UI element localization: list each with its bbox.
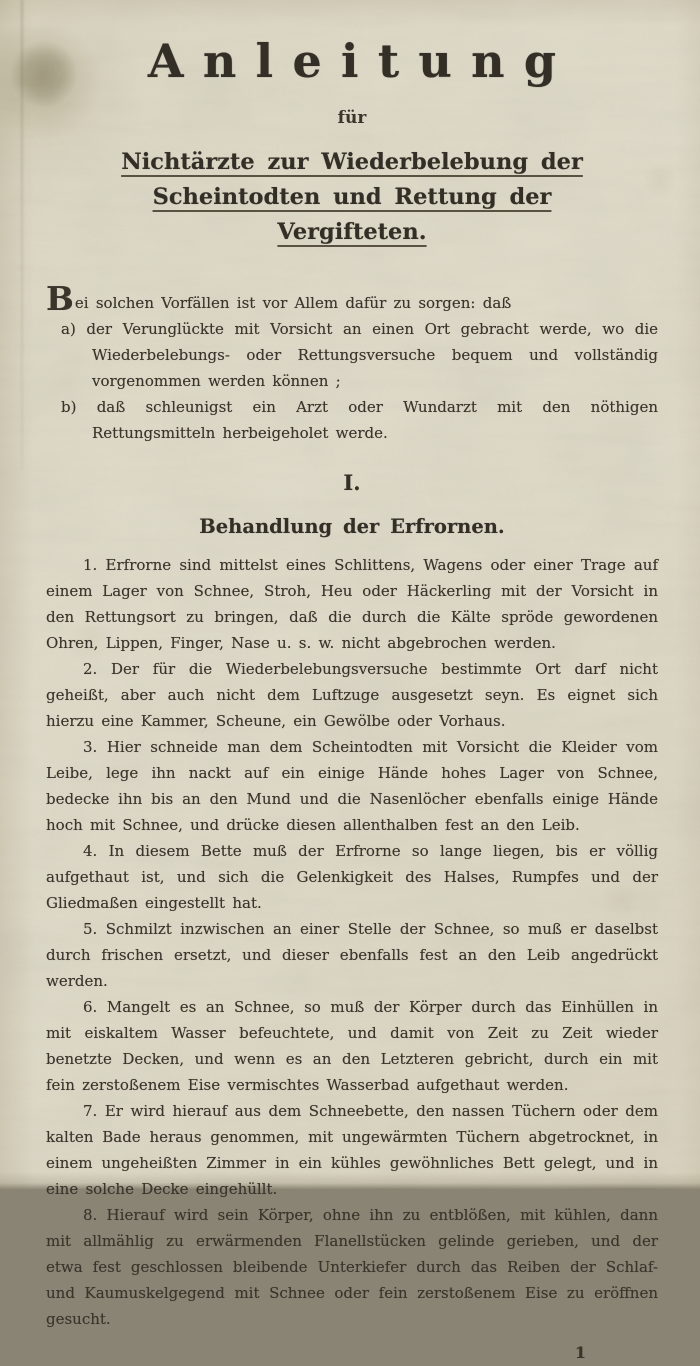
- paragraph-7: 7. Er wird hierauf aus dem Schneebette, den nassen Tüchern oder dem kalten Bade heraus genommen, mit ungewärmten Tüchern abgetrocknet, in einem ungeheißten Zimmer in ein kühles gewöhnliches Bett gelegt, und in eine solche Decke eingehüllt.: [46, 1102, 658, 1198]
- paragraph-8: 8. Hierauf wird sein Körper, ohne ihn zu entblößen, mit kühlen, dann mit allmählig zu erwärmenden Flanellstücken gelinde gerieben, und der etwa fest geschlossen bleibende Unterkiefer durch das Reiben der Schlaf- und Kaumuskelgegend mit Schnee oder fein zerstoßenem Eise zu eröffnen gesucht.: [46, 1206, 658, 1328]
- paragraph-4: 4. In diesem Bette muß der Erfrorne so lange liegen, bis er völlig aufgethaut ist, und sich die Gelenkigkeit des Halses, Rumpfes und der Gliedmaßen eingestellt hat.: [46, 842, 658, 912]
- intro-lead: [46, 279, 658, 318]
- document-subtitle: [46, 145, 658, 250]
- item-a-marker: a): [61, 320, 76, 338]
- subtitle-line-1: Nichtärzte zur Wiederbelebung der Scheintodten und Rettung der: [121, 149, 583, 210]
- intro-item-a: [46, 316, 658, 394]
- paragraph-5: 5. Schmilzt inzwischen an einer Stelle der Schnee, so muß er daselbst durch frischen ersetzt, und dieser ebenfalls fest an den Leib angedrückt werden.: [46, 920, 658, 990]
- subtitle-line-2: Vergifteten.: [277, 219, 427, 245]
- paragraph-6: 6. Mangelt es an Schnee, so muß der Körper durch das Einhüllen in mit eiskaltem Wasser befeuchtete, und damit von Zeit zu Zeit wieder benetzte Decken, und wenn es an den Letzteren gebricht, durch ein mit fein zerstoßenem Eise vermischtes Wasserbad aufgethaut werden.: [46, 998, 658, 1094]
- item-a-text: der Verunglückte mit Vorsicht an einen Ort gebracht werde, wo die Wiederbelebungs- oder Rettungsversuche bequem und vollständig vorgenommen werden können ;: [86, 320, 658, 390]
- section-number: I.: [343, 470, 361, 495]
- paragraph-1: 1. Erfrorne sind mittelst eines Schlittens, Wagens oder einer Trage auf einem Lager von Schnee, Stroh, Heu oder Häckerling mit der Vorsicht in den Rettungsort zu bringen, daß die durch die Kälte spröde gewordenen Ohren, Lippen, Finger, Nase u. s. w. nicht abgebrochen werden.: [46, 556, 658, 652]
- body-text: [46, 279, 658, 1366]
- intro-item-b: [46, 394, 658, 446]
- section-heading: Behandlung der Erfrornen.: [199, 515, 505, 538]
- drop-cap-initial: B: [46, 279, 75, 318]
- page-number: 1: [574, 1343, 586, 1362]
- intro-lead-text: ei solchen Vorfällen ist vor Allem dafür zu sorgen: daß: [74, 294, 512, 312]
- paragraph-2: 2. Der für die Wiederbelebungsversuche bestimmte Ort darf nicht geheißt, aber auch nicht dem Luftzuge ausgesetzt seyn. Es eignet sich hierzu eine Kammer, Scheune, ein Gewölbe oder Vorhaus.: [46, 660, 658, 730]
- title-preposition: für: [337, 108, 367, 128]
- item-b-marker: b): [61, 398, 77, 416]
- paragraph-3: 3. Hier schneide man dem Scheintodten mit Vorsicht die Kleider vom Leibe, lege ihn nackt auf ein einige Hände hohes Lager von Schnee, bedecke ihn bis an den Mund und die Nasenlöcher ebenfalls einige Hände hoch mit Schnee, und drücke diesen allenthalben fest an den Leib.: [46, 738, 658, 834]
- document-title: Anleitung: [147, 34, 576, 88]
- item-b-text: daß schleunigst ein Arzt oder Wundarzt mit den nöthigen Rettungsmitteln herbeigeholet werde.: [92, 398, 658, 442]
